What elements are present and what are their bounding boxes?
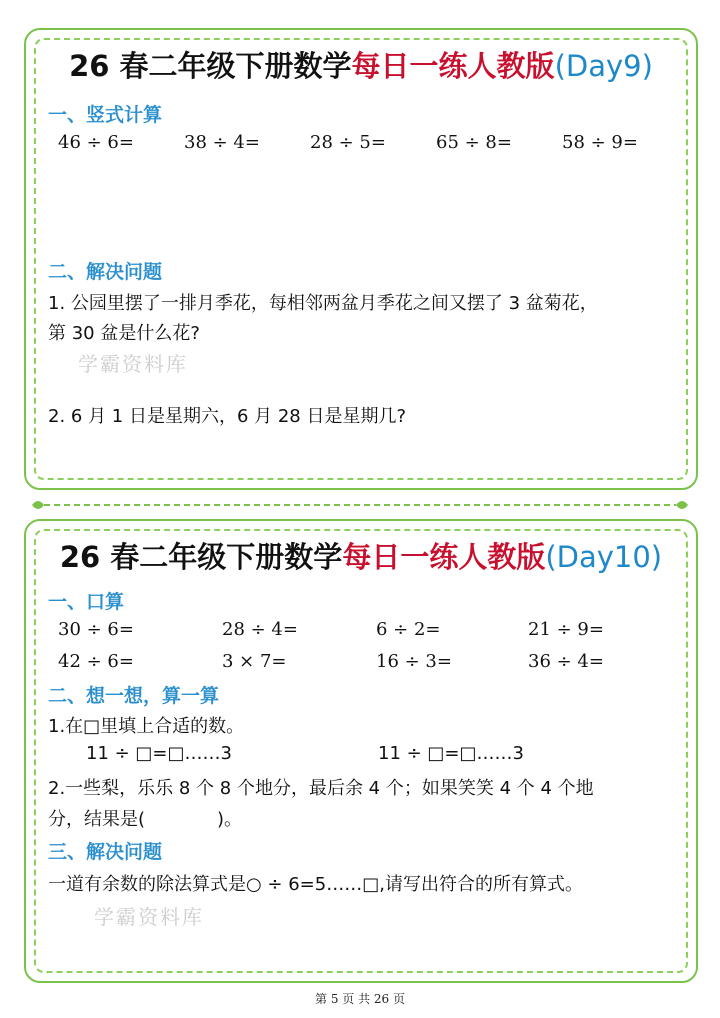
fill-blank-a: 11 ÷ □=□……3 xyxy=(86,743,232,764)
section-heading-word-problems: 二、解决问题 xyxy=(48,261,163,283)
section-heading-word-problems: 三、解决问题 xyxy=(48,841,163,863)
page-footer: 第 5 页 共 26 页 xyxy=(315,992,405,1006)
problem: 46 ÷ 6= xyxy=(58,132,134,153)
problem: 65 ÷ 8= xyxy=(436,132,512,153)
title-main: 26 春二年级下册数学 xyxy=(59,540,343,574)
title-day: (Day10) xyxy=(545,540,663,574)
problem: 58 ÷ 9= xyxy=(562,132,638,153)
problem: 3 × 7= xyxy=(222,651,287,672)
worksheet-card-day9 xyxy=(24,28,698,490)
section-heading-think: 二、想一想，算一算 xyxy=(48,685,220,707)
question-1-line-2: 第 30 盆是什么花? xyxy=(48,323,200,344)
problem: 28 ÷ 5= xyxy=(310,132,386,153)
question-2: 2. 6 月 1 日是星期六，6 月 28 日是星期几? xyxy=(48,406,407,427)
vine-divider xyxy=(30,496,690,514)
problem: 30 ÷ 6= xyxy=(58,619,134,640)
title-day: (Day9) xyxy=(554,49,653,83)
worksheet-card-day10 xyxy=(24,519,698,983)
question-2-line-1: 2.一些梨，乐乐 8 个 8 个地分，最后余 4 个；如果笑笑 4 个 4 个地 xyxy=(48,778,594,799)
title-main: 26 春二年级下册数学 xyxy=(69,49,352,83)
problem: 6 ÷ 2= xyxy=(376,619,441,640)
watermark: 学霸资料库 xyxy=(78,352,188,376)
problem: 42 ÷ 6= xyxy=(58,651,134,672)
question-1-line-1: 1. 公园里摆了一排月季花，每相邻两盆月季花之间又摆了 3 盆菊花， xyxy=(48,293,598,314)
question-2-line-2: 分，结果是( )。 xyxy=(48,809,243,830)
section-heading-vertical-calc: 一、竖式计算 xyxy=(48,104,163,126)
fill-blank-b: 11 ÷ □=□……3 xyxy=(378,743,524,764)
problem: 21 ÷ 9= xyxy=(528,619,604,640)
problem: 36 ÷ 4= xyxy=(528,651,604,672)
card-title xyxy=(26,44,696,85)
question-1: 1.在□里填上合适的数。 xyxy=(48,716,245,737)
problem: 38 ÷ 4= xyxy=(184,132,260,153)
section-heading-mental-math: 一、口算 xyxy=(48,591,125,613)
question-3: 一道有余数的除法算式是○ ÷ 6=5……□,请写出符合的所有算式。 xyxy=(48,874,583,895)
watermark: 学霸资料库 xyxy=(94,905,204,929)
title-highlight: 每日一练人教版 xyxy=(342,540,546,574)
problem: 28 ÷ 4= xyxy=(222,619,298,640)
problem: 16 ÷ 3= xyxy=(376,651,452,672)
card-title xyxy=(26,535,696,576)
title-highlight: 每日一练人教版 xyxy=(351,49,555,83)
